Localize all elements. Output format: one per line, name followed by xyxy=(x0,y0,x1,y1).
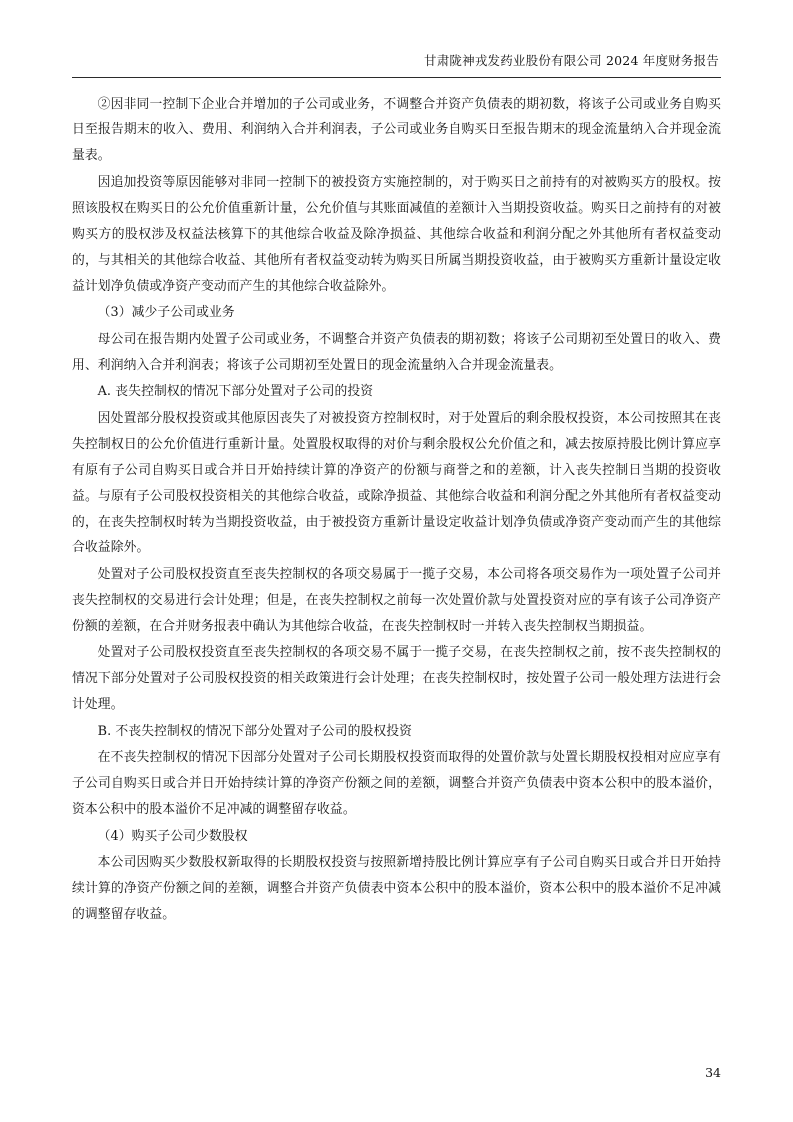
paragraph: 因处置部分股权投资或其他原因丧失了对被投资方控制权时，对于处置后的剩余股权投资，本公司按照其在丧失控制权日的公允价值进行重新计量。处置股权取得的对价与剩余股权公允价值之和，减去按原持股比例计算应享有原有子公司自购买日或合并日开始持续计算的净资产的份额与商誉之和的差额，计入丧失控制日当期的投资收益。与原有子公司股权投资相关的其他综合收益，或除净损益、其他综合收益和利润分配之外其他所有者权益变动的，在丧失控制权时转为当期投资收益，由于被投资方重新计量设定收益计划净负债或净资产变动而产生的其他综合收益除外。 xyxy=(72,410,721,556)
page-header: 甘肃陇神戎发药业股份有限公司 2024 年度财务报告 xyxy=(424,53,719,68)
paragraph: （3）减少子公司或业务 xyxy=(97,305,235,321)
paragraph: 因追加投资等原因能够对非同一控制下的被投资方实施控制的，对于购买日之前持有的对被购买方的股权。按照该股权在购买日的公允价值重新计量，公允价值与其账面减值的差额计入当期投资收益。购买日之前持有的对被购买方的股权涉及权益法核算下的其他综合收益及除净损益、其他综合收益和利润分配之外其他所有者权益变动的，与其相关的其他综合收益、其他所有者权益变动转为购买日所属当期投资收益，由于被购买方重新计量设定收益计划净负债或净资产变动而产生的其他综合收益除外。 xyxy=(72,174,721,294)
paragraph: 本公司因购买少数股权新取得的长期股权投资与按照新增持股比例计算应享有子公司自购买日或合并日开始持续计算的净资产份额之间的差额，调整合并资产负债表中资本公积中的股本溢价，资本公积中的股本溢价不足冲减的调整留存收益。 xyxy=(72,855,721,923)
paragraph: 在不丧失控制权的情况下因部分处置对子公司长期股权投资而取得的处置价款与处置长期股权投相对应应享有子公司自购买日或合并日开始持续计算的净资产份额之间的差额，调整合并资产负债表中资本公积中的股本溢价，资本公积中的股本溢价不足冲减的调整留存收益。 xyxy=(72,750,721,818)
paragraph: 母公司在报告期内处置子公司或业务，不调整合并资产负债表的期初数；将该子公司期初至处置日的收入、费用、利润纳入合并利润表；将该子公司期初至处置日的现金流量纳入合并现金流量表。 xyxy=(72,331,721,373)
paragraph: A. 丧失控制权的情况下部分处置对子公司的投资 xyxy=(97,384,374,400)
paragraph: B. 不丧失控制权的情况下部分处置对子公司的股权投资 xyxy=(97,723,413,739)
paragraph: （4）购买子公司少数股权 xyxy=(97,828,248,844)
paragraph: 处置对子公司股权投资直至丧失控制权的各项交易属于一揽子交易，本公司将各项交易作为一项处置子公司并丧失控制权的交易进行会计处理；但是，在丧失控制权之前每一次处置价款与处置投资对应的享有该子公司净资产份额的差额，在合并财务报表中确认为其他综合收益，在丧失控制权时一并转入丧失控制权当期损益。 xyxy=(72,566,721,634)
paragraph: ②因非同一控制下企业合并增加的子公司或业务，不调整合并资产负债表的期初数，将该子公司或业务自购买日至报告期末的收入、费用、利润纳入合并利润表，子公司或业务自购买日至报告期末的现金流量纳入合并现金流量表。 xyxy=(72,96,721,164)
page-number: 34 xyxy=(705,1065,721,1080)
header-divider xyxy=(72,77,721,78)
document-body xyxy=(72,92,721,929)
paragraph: 处置对子公司股权投资直至丧失控制权的各项交易不属于一揽子交易，在丧失控制权之前，按不丧失控制权的情况下部分处置对子公司股权投资的相关政策进行会计处理；在丧失控制权时，按处置子公司一般处理方法进行会计处理。 xyxy=(72,645,721,713)
